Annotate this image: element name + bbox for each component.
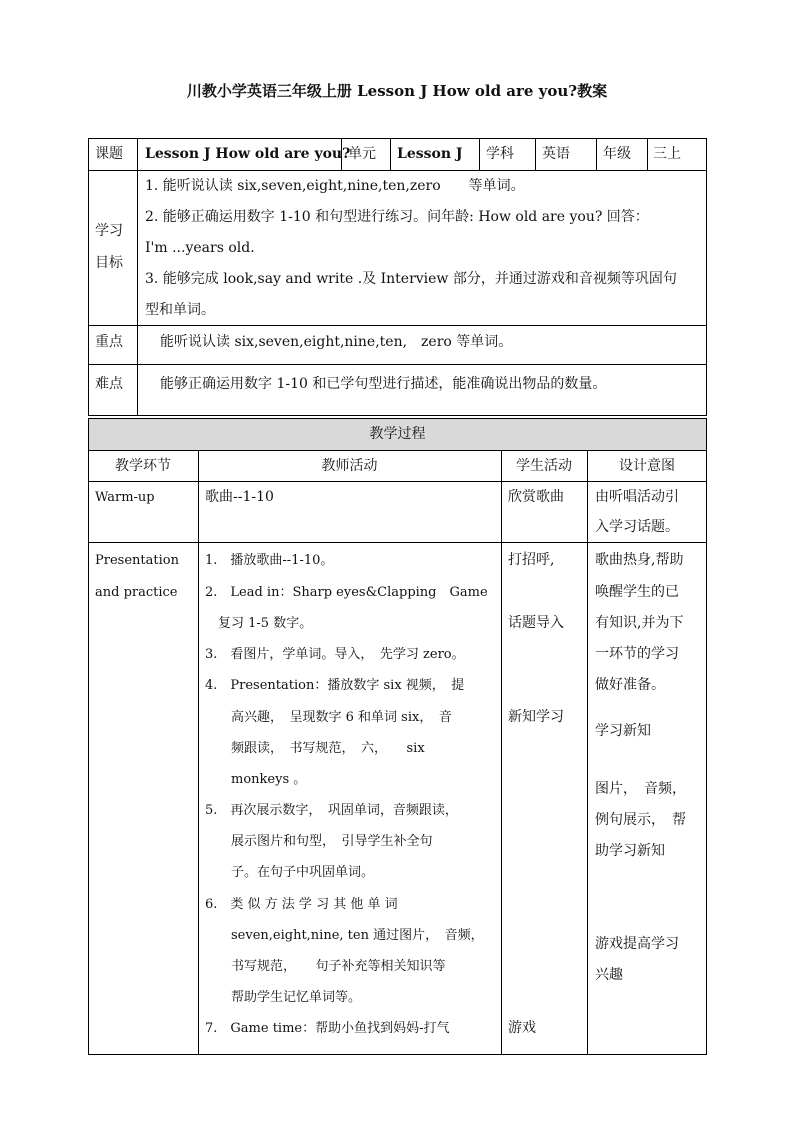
intent-line: 游戏提高学习	[595, 936, 679, 952]
warmup-student: 欣赏歌曲	[508, 489, 564, 505]
teacher-line: 4. Presentation：播放数字 six 视频， 提	[205, 678, 465, 693]
topic-label: 课题	[95, 146, 123, 162]
objective-line: I'm ...years old.	[145, 240, 255, 256]
difficulties-label: 难点	[95, 376, 123, 392]
teacher-line: 复习 1-5 数字。	[205, 616, 313, 631]
subject-label: 学科	[486, 146, 514, 162]
grade-value: 三上	[653, 146, 681, 162]
teacher-line: 2. Lead in：Sharp eyes&Clapping Game	[205, 585, 488, 600]
teacher-line: 帮助学生记忆单词等。	[205, 990, 362, 1005]
subject-value: 英语	[542, 146, 570, 162]
teacher-line: 5. 再次展示数字， 巩固单词，音频跟读，	[205, 803, 458, 818]
teacher-line: 高兴趣， 呈现数字 6 和单词 six， 音	[205, 710, 452, 725]
teacher-line: 7. Game time：帮助小鱼找到妈妈-打气	[205, 1021, 450, 1036]
teacher-line: 展示图片和句型， 引导学生补全句	[205, 834, 433, 849]
intent-line: 唤醒学生的已	[595, 584, 679, 600]
teacher-line: monkeys 。	[205, 772, 307, 787]
objectives-label-1: 学习	[95, 223, 123, 239]
process-header: 教学过程	[369, 426, 426, 442]
objective-line: 型和单词。	[145, 302, 215, 318]
key-points-text: 能听说认读 six,seven,eight,nine,ten, zero 等单词。	[160, 334, 513, 350]
warmup-stage: Warm-up	[95, 490, 155, 505]
student-item: 话题导入	[508, 615, 564, 631]
intent-line: 图片， 音频，	[595, 781, 686, 797]
student-item: 游戏	[508, 1020, 536, 1036]
teacher-line: seven,eight,nine, ten 通过图片， 音频，	[205, 928, 484, 943]
teacher-line: 3. 看图片，学单词。导入， 先学习 zero。	[205, 647, 465, 662]
student-item: 新知学习	[508, 709, 564, 725]
intent-line: 兴趣	[595, 967, 623, 983]
key-points-label: 重点	[95, 334, 123, 350]
unit-label: 单元	[348, 146, 376, 162]
objective-line: 1. 能听说认读 six,seven,eight,nine,ten,zero 等单词。	[145, 178, 525, 194]
intent-line: 助学习新知	[595, 843, 665, 859]
intent-line: 有知识,并为下	[595, 615, 684, 631]
page-title: 川教小学英语三年级上册 Lesson J How old are you?教案	[186, 82, 608, 100]
teacher-line: 书写规范， 句子补充等相关知识等	[205, 959, 446, 974]
presentation-stage-line: Presentation	[95, 553, 179, 568]
presentation-stage-line: and practice	[95, 585, 178, 600]
column-header-teacher: 教师活动	[321, 458, 378, 474]
column-header-student: 学生活动	[516, 458, 572, 474]
topic-value: Lesson J How old are you?	[145, 146, 351, 162]
intent-line: 一环节的学习	[595, 646, 679, 662]
teacher-line: 6. 类 似 方 法 学 习 其 他 单 词	[205, 897, 398, 912]
unit-value: Lesson J	[397, 146, 463, 162]
teacher-line: 频跟读， 书写规范， 六， six	[205, 741, 425, 756]
student-item: 打招呼,	[508, 552, 555, 568]
column-header-stage: 教学环节	[115, 458, 171, 474]
intent-line: 做好准备。	[595, 677, 665, 693]
grade-label: 年级	[603, 146, 631, 162]
teacher-line: 1. 播放歌曲--1-10。	[205, 553, 334, 568]
warmup-intent-line: 由听唱活动引	[595, 489, 679, 505]
objective-line: 2. 能够正确运用数字 1-10 和句型进行练习。问年龄: How old are you? 回答：	[145, 209, 649, 225]
teacher-line: 子。在句子中巩固单词。	[205, 865, 375, 880]
objectives-label-2: 目标	[95, 255, 123, 271]
difficulties-text: 能够正确运用数字 1-10 和已学句型进行描述，能准确说出物品的数量。	[160, 376, 607, 392]
objective-line: 3. 能够完成 look,say and write .及 Interview 部分，并通过游戏和音视频等巩固句	[145, 271, 677, 287]
intent-line: 歌曲热身,帮助	[595, 552, 684, 568]
intent-line: 例句展示， 帮	[595, 812, 686, 828]
column-header-intent: 设计意图	[619, 458, 675, 474]
warmup-teacher: 歌曲--1-10	[205, 489, 274, 505]
intent-line: 学习新知	[595, 723, 651, 739]
warmup-intent-line: 入学习话题。	[595, 519, 679, 535]
